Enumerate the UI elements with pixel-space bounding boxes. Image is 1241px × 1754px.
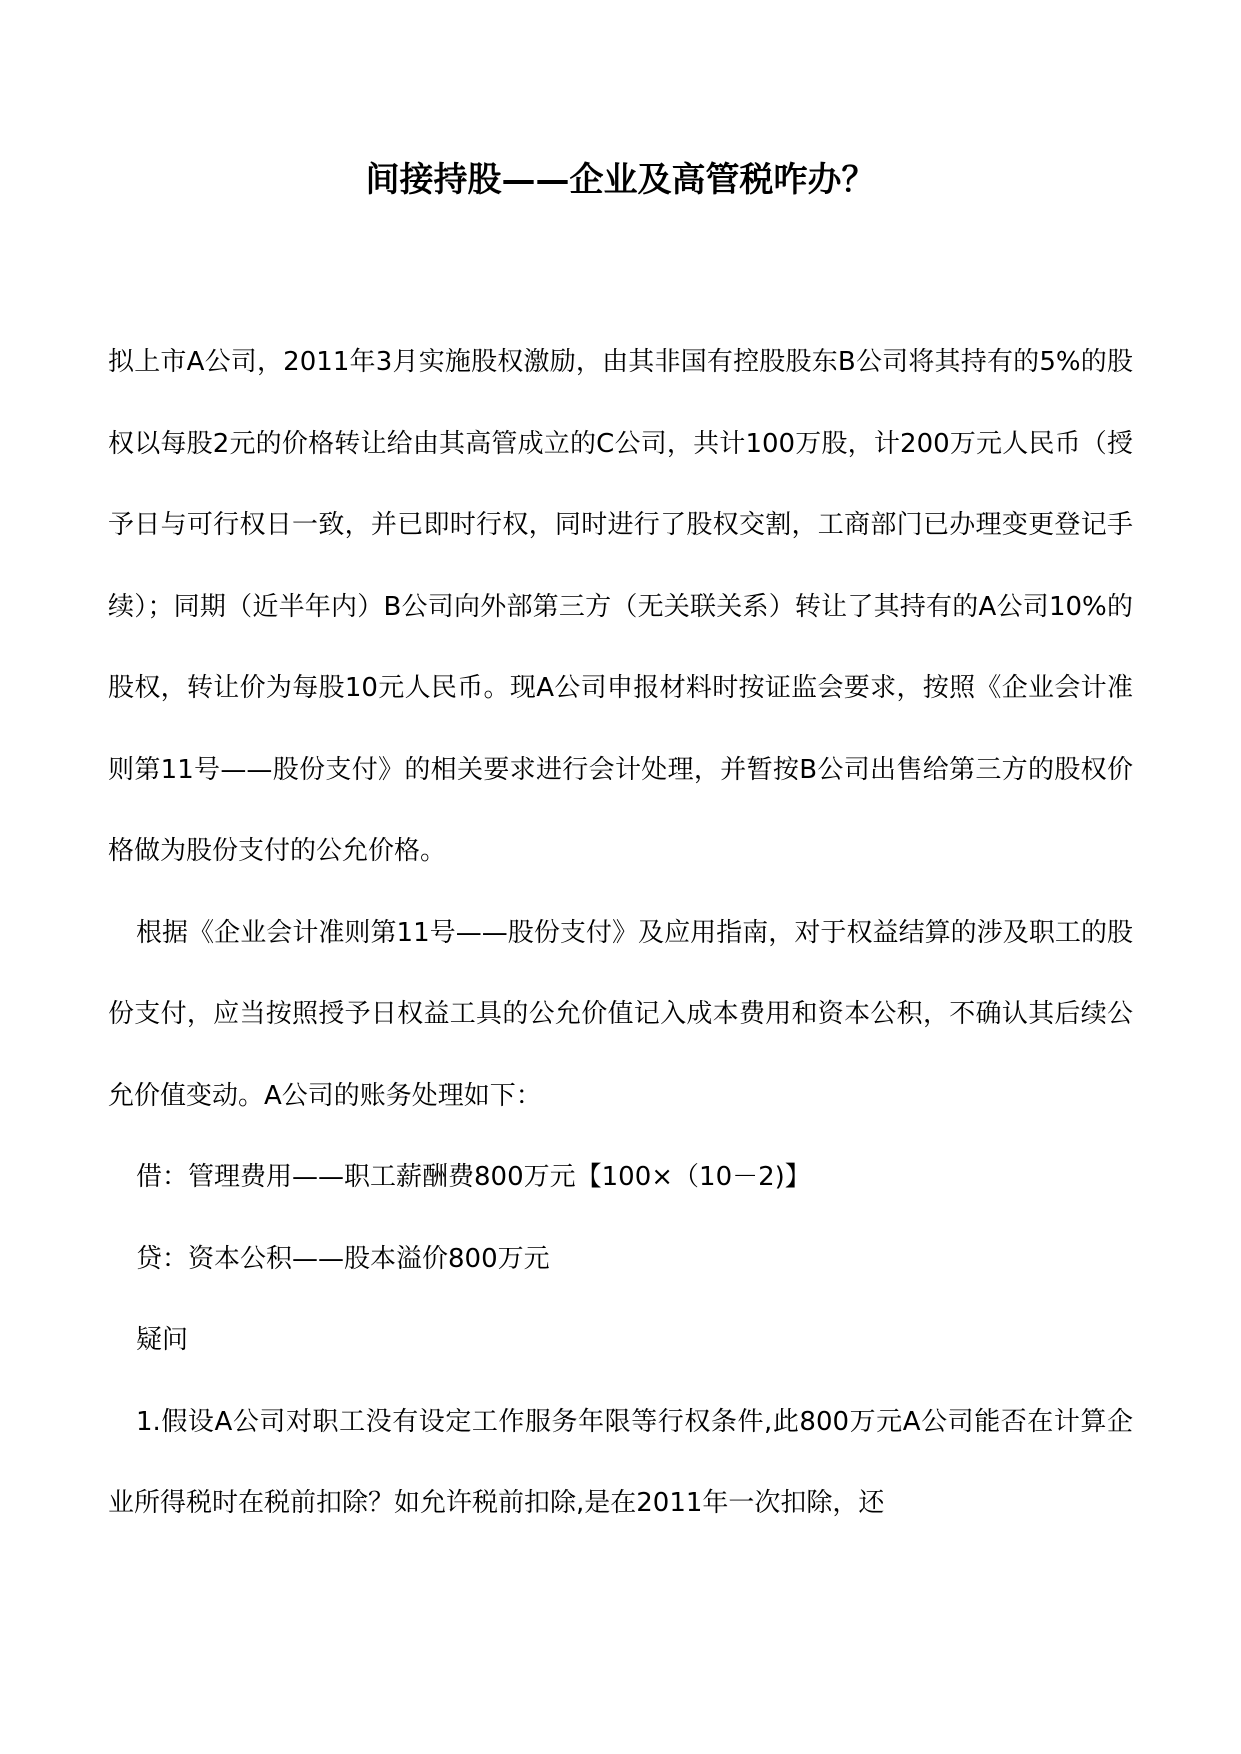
paragraph-question-heading: 疑问	[136, 1325, 189, 1355]
document-title: 间接持股——企业及高管税咋办？	[365, 160, 876, 200]
paragraph-accounting-standard: 根据《企业会计准则第11号——股份支付》及应用指南，对于权益结算的涉及职工的股份支付，应当按照授予日权益工具的公允价值记入成本费用和资本公积，不确认其后续公允价值变动。A公司的账务处理如下：	[108, 917, 1133, 1111]
paragraph-question-1: 1.假设A公司对职工没有设定工作服务年限等行权条件,此800万元A公司能否在计算企业所得税时在税前扣除？如允许税前扣除,是在2011年一次扣除，还	[108, 1406, 1133, 1518]
paragraph-debit-entry: 借：管理费用——职工薪酬费800万元【100×（10－2)】	[136, 1162, 811, 1192]
paragraph-credit-entry: 贷：资本公积——股本溢价800万元	[136, 1243, 550, 1274]
paragraph-case-description: 拟上市A公司，2011年3月实施股权激励，由其非国有控股股东B公司将其持有的5%的股权以每股2元的价格转让给由其高管成立的C公司，共计100万股，计200万元人民币（授予日与可行权日一致，并已即时行权，同时进行了股权交割，工商部门已办理变更登记手续）；同期（近半年内）B公司向外部第三方（无关联关系）转让了其持有的A公司10%的股权，转让价为每股10元人民币。现A公司申报材料时按证监会要求，按照《企业会计准则第11号——股份支付》的相关要求进行会计处理，并暂按B公司出售给第三方的股权价格做为股份支付的公允价格。	[108, 347, 1133, 866]
document-body	[108, 322, 1133, 1545]
